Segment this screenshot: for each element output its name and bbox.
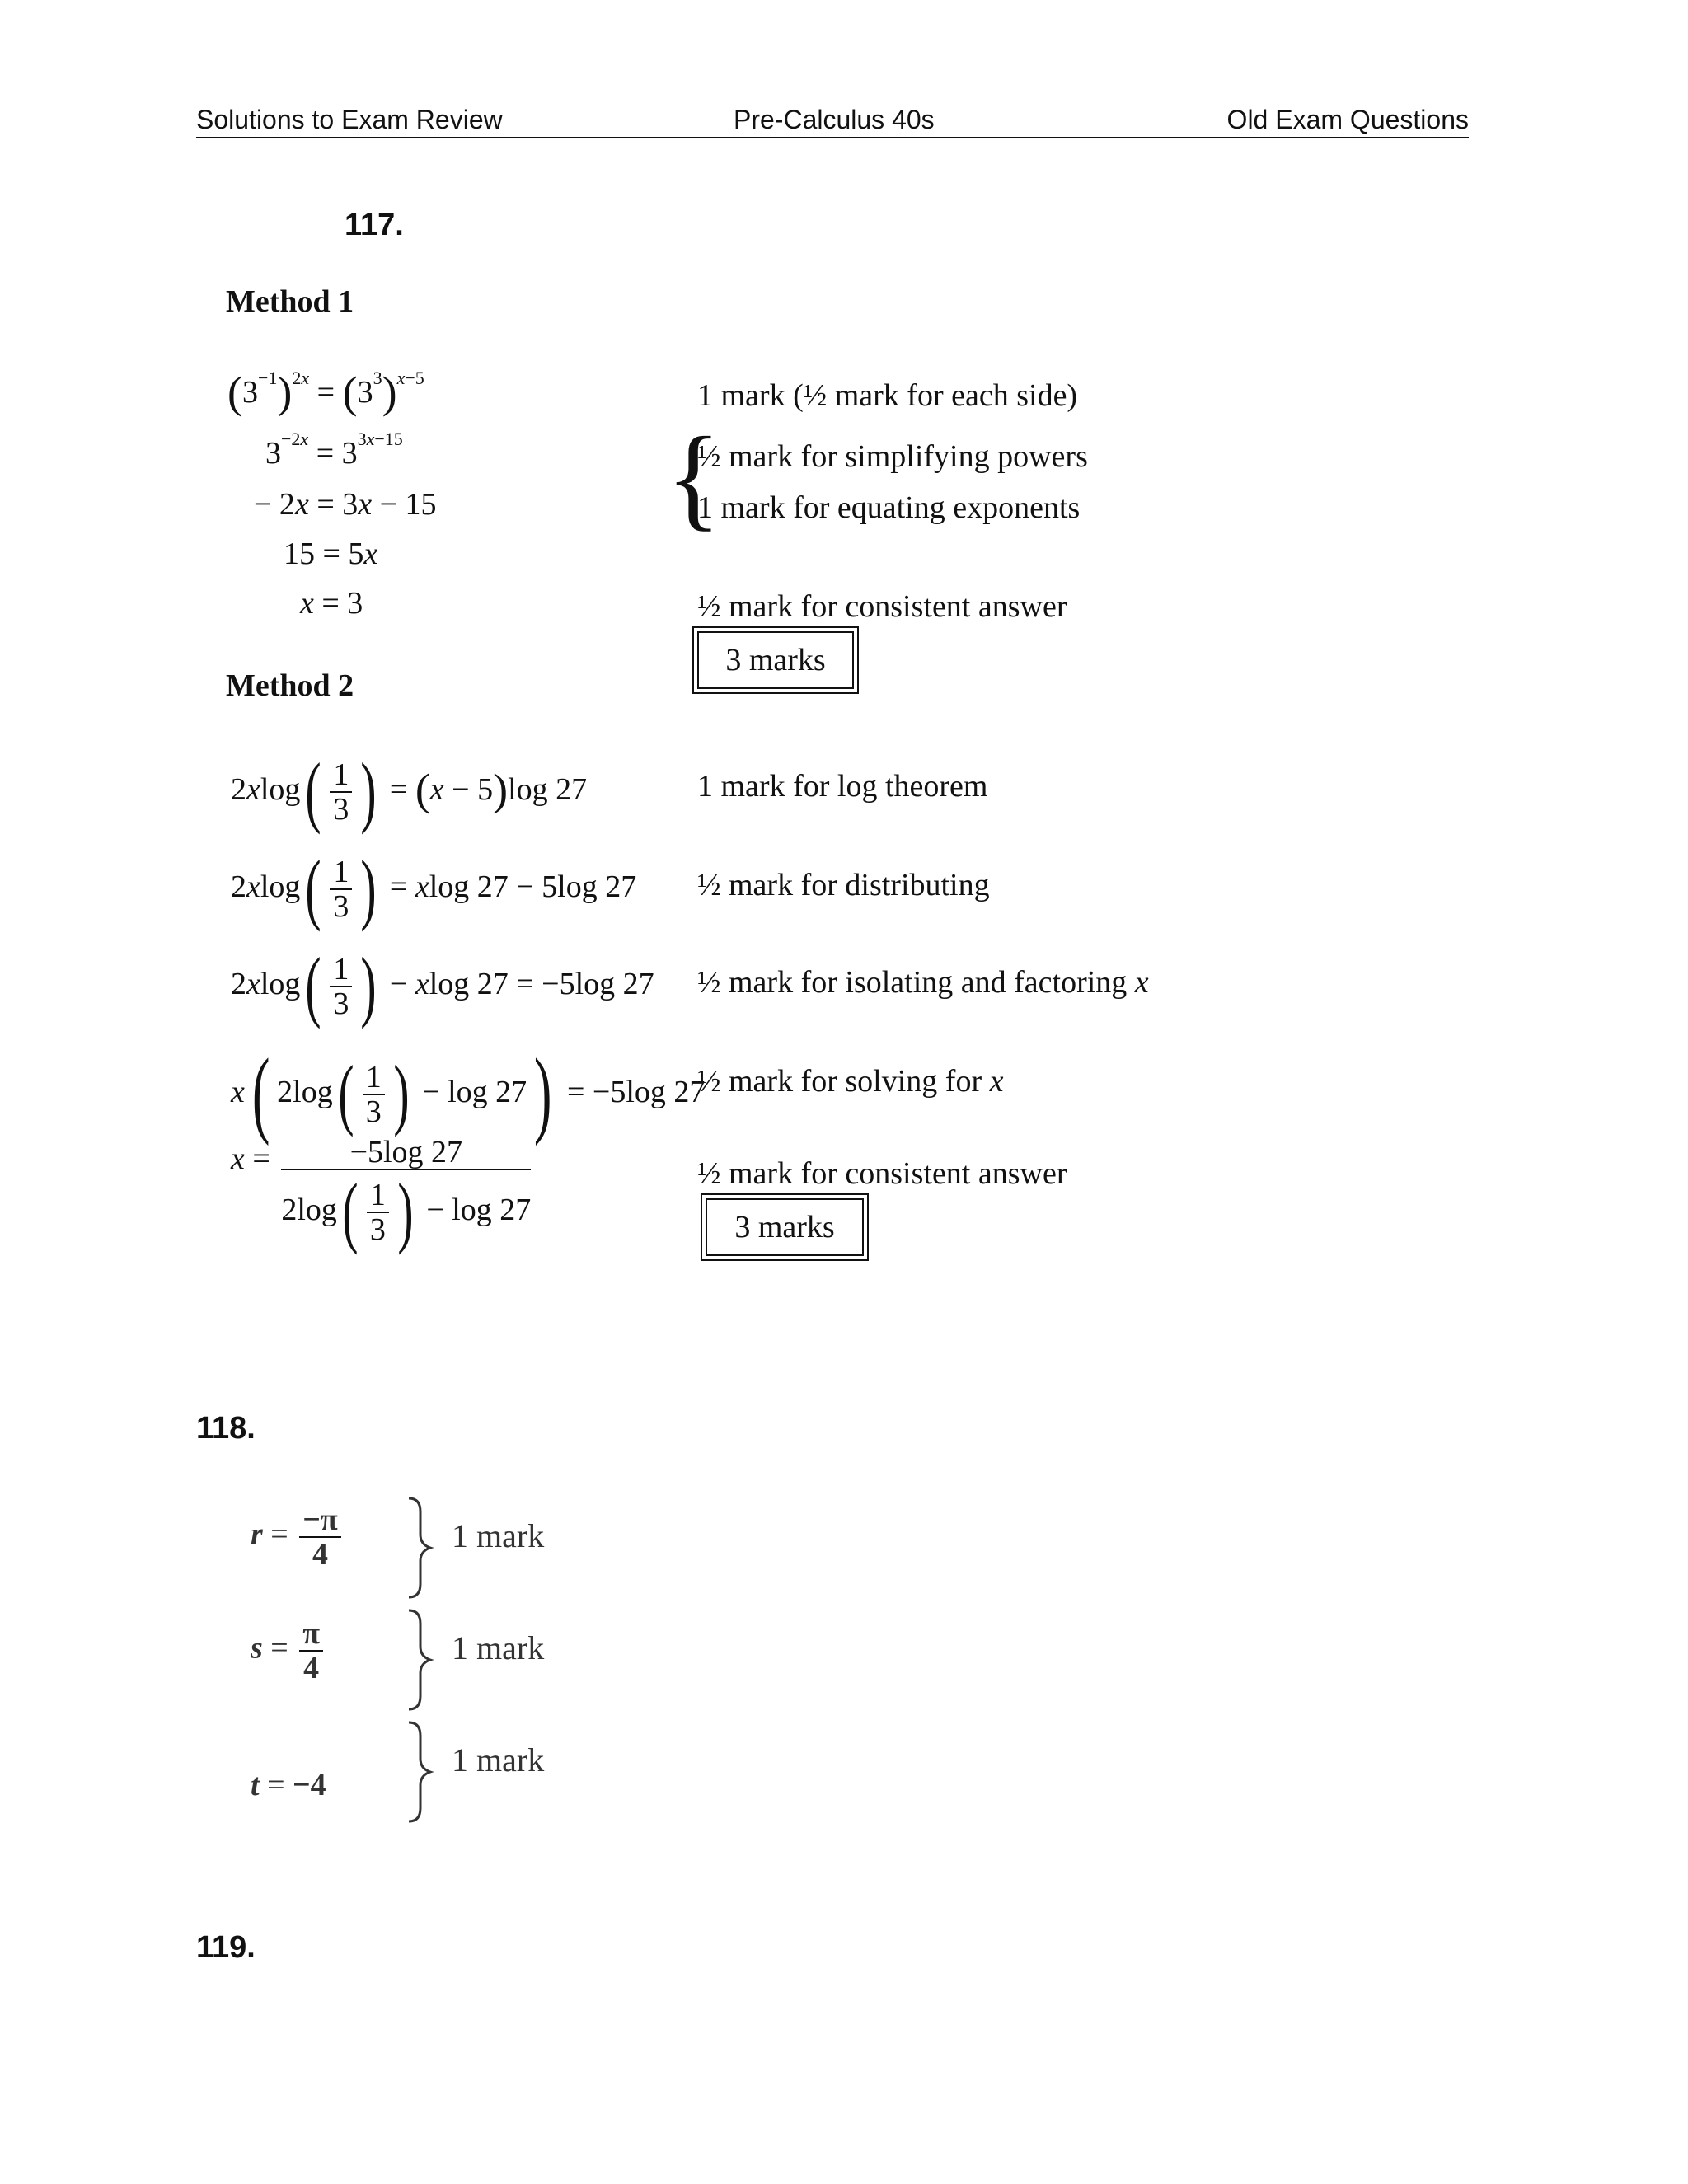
- m2-note-4: ½ mark for solving for x: [697, 1064, 1004, 1099]
- m1-brace: {: [666, 414, 722, 541]
- header-left: Solutions to Exam Review: [196, 105, 503, 134]
- q118-line-t: t = −4: [251, 1768, 326, 1802]
- m1-eq-5: x = 3: [300, 586, 363, 621]
- m2-eq-4: x( 2log( $\frac{1}{3}$ ) − log 27) = −5log 27: [231, 1038, 706, 1146]
- q118-mark-r: 1 mark: [452, 1517, 545, 1554]
- m1-note-2: ½ mark for simplifying powers: [697, 439, 1088, 474]
- m1-eq-3: − 2x = 3x − 15: [254, 487, 437, 522]
- m2-note-3: ½ mark for isolating and factoring x: [697, 965, 1149, 1000]
- m1-total: 3 marks: [697, 631, 854, 689]
- question-117-number: 117.: [345, 208, 404, 242]
- question-118-number: 118.: [196, 1411, 256, 1446]
- m2-eq-3: 2xlog( $\frac{1}{3}$ ) − xlog 27 = −5log 27: [231, 941, 654, 1029]
- m1-note-3: 1 mark for equating exponents: [697, 490, 1081, 525]
- m2-total: 3 marks: [706, 1198, 864, 1256]
- m1-note-1: 1 mark (½ mark for each side): [697, 378, 1078, 413]
- m1-note-4: ½ mark for consistent answer: [697, 589, 1067, 624]
- m2-note-5: ½ mark for consistent answer: [697, 1156, 1067, 1191]
- m2-eq-2: 2xlog( $\frac{1}{3}$ ) = xlog 27 − 5log 27: [231, 844, 637, 932]
- q118-mark-s: 1 mark: [452, 1629, 545, 1666]
- page-header: [196, 99, 1469, 138]
- m1-eq-2: $3^{-2x} = 3^{3x-15}$: [265, 429, 403, 471]
- q118-braces: [404, 1493, 437, 1831]
- m2-total-box: [701, 1193, 869, 1261]
- m2-eq-1: 2xlog( $\frac{1}{3}$ ) = (x − 5)log 27: [231, 747, 588, 835]
- method-1-title: Method 1: [226, 284, 354, 319]
- m2-eq-5: x = −5log 27 2log( $\frac{1}{3}$ ) − log 27: [231, 1135, 532, 1255]
- m2-note-2: ½ mark for distributing: [697, 868, 990, 902]
- header-right: Old Exam Questions: [1226, 105, 1469, 134]
- m1-eq-1: $(3^{-1})^{2x} = (3^3)^{x-5}$: [227, 368, 424, 417]
- q118-mark-t: 1 mark: [452, 1741, 545, 1779]
- q118-line-s: s = $\frac{\pi}{4}$: [251, 1617, 326, 1685]
- question-119-number: 119.: [196, 1930, 256, 1965]
- m2-note-1: 1 mark for log theorem: [697, 769, 988, 804]
- header-center: Pre-Calculus 40s: [734, 105, 935, 134]
- q118-line-r: r = $\frac{-\pi}{4}$: [251, 1503, 345, 1571]
- m1-total-box: [692, 626, 859, 694]
- m1-eq-4: 15 = 5x: [284, 537, 378, 571]
- method-2-title: Method 2: [226, 668, 354, 703]
